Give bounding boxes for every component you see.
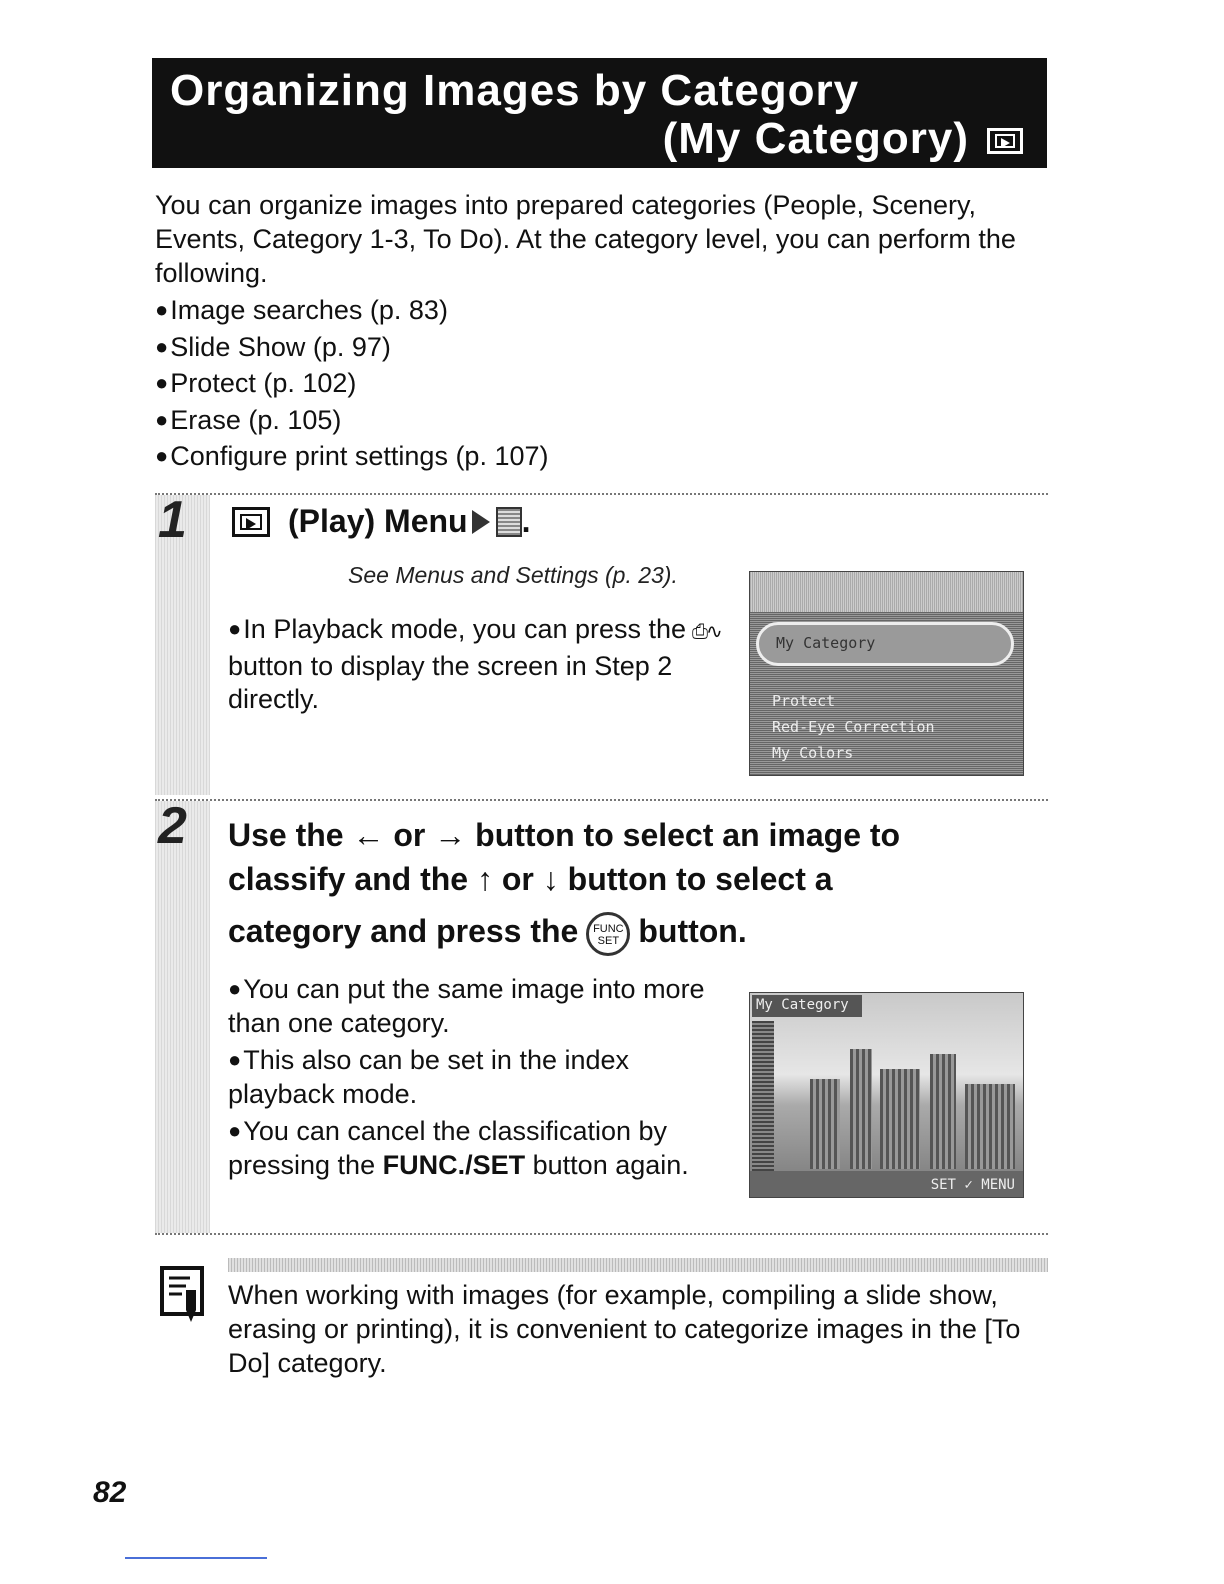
step2-bottom-rule [155,1233,1048,1235]
building-graphic [965,1084,1015,1169]
intro-paragraph: You can organize images into prepared categories (People, Scenery, Events, Category 1-3, To Do). At the category level, you can perform the following. [155,190,1016,288]
step2-bullet3-bold: FUNC./SET [382,1149,526,1180]
building-graphic [930,1054,956,1169]
page-title-line1: Organizing Images by Category [170,66,860,115]
step2-heading-line3 [228,909,1048,956]
step2-bullets [228,972,728,1185]
step2-number: 2 [158,797,187,855]
building-graphic [810,1079,840,1169]
page-title-line2: (My Category) [662,114,969,163]
camera-screen-category [749,992,1024,1198]
screen-footer: SET ✓ MENU [930,1177,1015,1193]
feature-item: ● Protect (p. 102) [155,365,1035,402]
step2-heading-line3b: button. [638,913,747,949]
func-label: FUNC [593,922,624,935]
step2-bullet3-post: button again. [532,1149,689,1180]
my-category-icon [496,507,522,537]
menu-item-red-eye: Red-Eye Correction [772,718,935,736]
step1-reference: See Menus and Settings (p. 23). [348,562,678,588]
step2-heading-line3a: category and press the [228,913,579,949]
building-graphic [880,1069,920,1169]
step2-bullet3-pre: You can cancel the classification by pressing the [228,1116,668,1180]
note-band [228,1258,1048,1272]
page-number: 82 [93,1476,127,1509]
screen-title: My Category [756,997,849,1013]
step1-heading-end: . [521,503,531,539]
menu-item-protect: Protect [772,692,836,710]
arrow-right-icon [472,510,490,534]
step2-bullet: ● This also can be set in the index playback mode. [228,1043,728,1111]
feature-item: ● Image searches (p. 83) [155,292,1035,329]
step2-heading-line1: Use the ← or → button to select an image to [228,817,901,853]
note-text: When working with images (for example, compiling a slide show, erasing or printing), it is convenient to categorize images in the [To Do] category. [228,1280,1021,1378]
menu-item-my-category: My Category [776,634,876,652]
step1-number: 1 [158,491,187,549]
step1-bullet [228,612,728,717]
step2-heading-line2: classify and the ↑ or ↓ button to select a [228,861,833,897]
feature-item: ● Configure print settings (p. 107) [155,438,1035,475]
category-icon-column [752,1021,774,1171]
feature-list [155,292,1035,475]
playback-icon [987,128,1023,154]
step2-band [155,801,210,1233]
feature-item: ● Slide Show (p. 97) [155,329,1035,366]
camera-screen-menu [749,571,1024,776]
step1-bullet-part1: In Playback mode, you can press the [243,614,687,644]
step2-top-rule [155,799,1048,801]
memo-icon [160,1266,204,1326]
step1-bullet-part2: button to display the screen in Step 2 directly. [228,650,673,714]
menu-tab-bar [750,572,1023,612]
step1-top-rule [155,493,1048,495]
print-share-icon: ⎙∿ [692,621,721,643]
step2-bullet: ● You can put the same image into more than one category. [228,972,728,1040]
step1-bullet-text [228,614,727,714]
feature-item: ● Erase (p. 105) [155,402,1035,439]
menu-item-my-colors: My Colors [772,744,854,762]
footer-rule [125,1557,267,1559]
page-title-banner [152,58,1047,168]
playback-icon [232,507,270,537]
func-set-button-icon [586,912,630,956]
building-graphic [850,1049,872,1169]
step2-bullet [228,1114,728,1182]
step2-heading [228,813,1048,956]
step1-heading [232,503,530,540]
step1-heading-text: (Play) Menu [288,503,468,539]
set-label: SET [597,934,620,947]
